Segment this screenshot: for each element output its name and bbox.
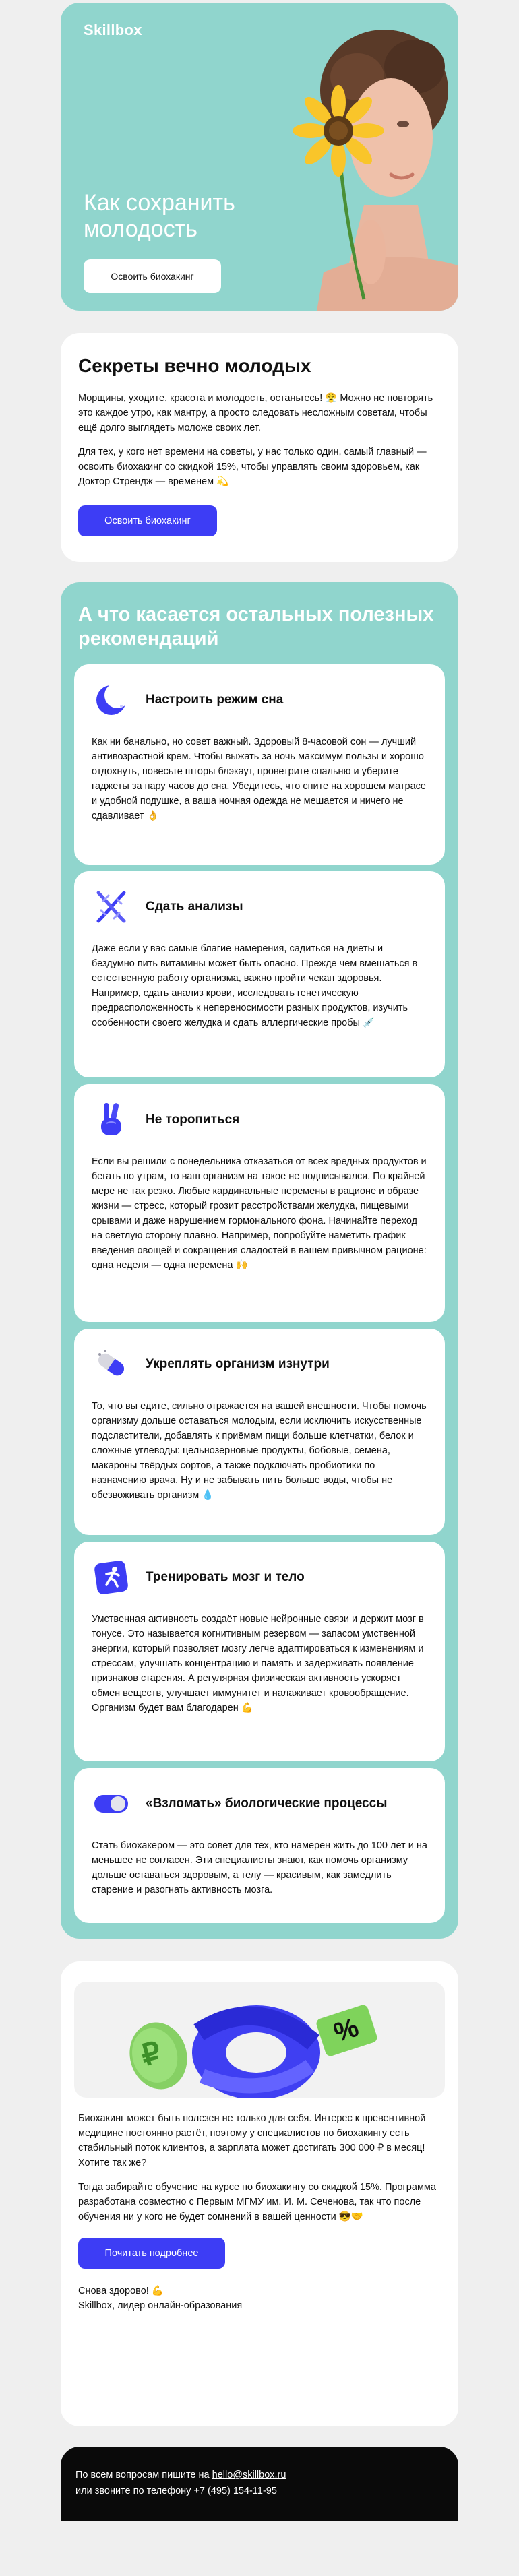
hero-portrait-image [256, 3, 458, 311]
footer-email-link[interactable]: hello@skillbox.ru [212, 2470, 286, 2480]
tip-text: Умственная активность создаёт новые нейронные связи и держит мозг в тонусе. Это называется когнитивным резервом — запасом умственной энергии, который позволяет мозгу легче адаптироваться к изменениям и стрессам, улучшать концентрацию и память и задерживать появление признаков старения. А регулярная физическая активность ускоряет обмен веществ, улучшает иммунитет и налаживает кровообращение. Организм будет вам благодарен 💪 [92, 1614, 424, 1714]
tip-text: Стать биохакером — это совет для тех, кто намерен жить до 100 лет и на меньшее не согласен. Эти специалисты знают, как помочь организму дольше оставаться здоровым, а телу — красивым, как замедлить старение и разогнать активность мозга. [92, 1840, 427, 1895]
tip-card-slow [74, 1084, 445, 1322]
tip-card-sleep [74, 664, 445, 865]
secrets-paragraph-2: Для тех, у кого нет времени на советы, у нас только один, самый главный — освоить биохакинг со скидкой 15%, чтобы управлять своим здоровьем, как Доктор Стрендж — временем 💫 [78, 447, 427, 487]
final-paragraph-2: Тогда забирайте обучение на курсе по биохакингу со скидкой 15%. Программа разработана совместно с Первым МГМУ им. И. М. Сеченова, так что после обучения ни у кого не будет сомнений в вашей ценности 😎🤝 [78, 2182, 436, 2222]
signature-line-1: Снова здорово! 💪 [78, 2286, 164, 2296]
tip-text: Как ни банально, но совет важный. Здоровый 8-часовой сон — лучший антивозрастной крем. Чтобы выжать за ночь максимум пользы и хорошо отдохнуть, повесьте шторы блэкаут, проветрите спальню и уберите гаджеты за пару часов до сна. Убедитесь, что спите на хорошем матрасе и удобной подушке, а ваша ночная одежда не мешается и ничего не сдавливает 👌 [92, 736, 426, 821]
tip-title: Настроить режим сна [146, 693, 284, 707]
hero-title: Как сохранить молодость [84, 190, 235, 242]
secrets-cta-button[interactable]: Освоить биохакинг [78, 505, 217, 536]
secrets-card [61, 333, 458, 562]
tip-title: Тренировать мозг и тело [146, 1570, 305, 1584]
footer-prefix: По всем вопросам пишите на [75, 2470, 212, 2480]
tip-title: Укреплять организм изнутри [146, 1357, 330, 1371]
tip-title: Сдать анализы [146, 900, 243, 914]
final-paragraph-1: Биохакинг может быть полезен не только для себя. Интерес к превентивной медицине постоянно растёт, поэтому у специалистов по биохакингу есть стабильный поток клиентов, а зарплата может достигать 300 000 ₽ в месяц! Хотите так же? [78, 2113, 426, 2168]
tips-section-title: А что касается остальных полезных рекомендаций [78, 604, 434, 650]
biohacking-illustration [74, 1982, 445, 2098]
signature-line-2: Skillbox, лидер онлайн-образования [78, 2300, 243, 2311]
tip-card-nutrition [74, 1329, 445, 1535]
footer [61, 2447, 458, 2521]
tip-card-training [74, 1542, 445, 1761]
percent-symbol: % [330, 2012, 363, 2048]
secrets-title: Секреты вечно молодых [78, 355, 311, 376]
secrets-paragraph-1: Морщины, уходите, красота и молодость, останьтесь! 😤 Можно не повторять это каждое утро, как мантру, а просто следовать несложным советам, чтобы ещё долго выглядеть моложе своих лет. [78, 393, 433, 433]
skillbox-logo[interactable]: Skillbox [84, 22, 142, 38]
footer-contact-line-1 [75, 2467, 444, 2483]
ruble-symbol: ₽ [138, 2036, 164, 2073]
tip-text: То, что вы едите, сильно отражается на вашей внешности. Чтобы помочь организму дольше оставаться молодым, если исключить искусственные подсластители, добавлять к приёмам пищи больше клетчатки, белок и сложные углеводы: цельнозерновые продукты, бобовые, семена, макароны твёрдых сортов, а также подключать пробиотики по назначению врача. Ну и не забывать пить больше воды, чтобы не обезвоживать организм 💧 [92, 1401, 427, 1501]
tip-text: Даже если у вас самые благие намерения, садиться на диеты и бездумно пить витамины может быть опасно. Прежде чем вмешаться в естественную работу организма, важно пройти чекап здоровья. Например, сдать анализ крови, исследовать генетическую предрасположенность к непереносимости разных продуктов, изучить особенности своего желудка и сдать аллергические пробы 💉 [92, 943, 418, 1028]
tip-title: «Взломать» биологические процессы [146, 1796, 388, 1811]
footer-phone-line: или звоните по телефону +7 (495) 154-11-95 [75, 2486, 277, 2496]
capsule-icon [92, 1345, 131, 1384]
hero-cta-button[interactable]: Освоить биохакинг [84, 259, 221, 293]
tip-title: Не торопиться [146, 1112, 240, 1127]
peace-hand-icon [92, 1100, 131, 1139]
final-card [61, 1961, 458, 2426]
tip-card-analyses [74, 871, 445, 1077]
moon-icon [92, 681, 131, 720]
final-cta-button[interactable]: Почитать подробнее [78, 2238, 225, 2269]
tip-card-biohacking [74, 1768, 445, 1923]
hero-banner [61, 3, 458, 311]
toggle-icon [92, 1784, 131, 1823]
dna-icon [92, 887, 131, 926]
final-illustration [74, 1982, 445, 2098]
tip-text: Если вы решили с понедельника отказаться от всех вредных продуктов и бегать по утрам, то ваш организм на такое не подписывался. По крайней мере не так резко. Любые кардинальные перемены в рационе и образе жизни — стресс, который грозит расстройствами желудка, пищевыми срывами и даже нарушением гормонального фона. Начинайте переход на светлую сторону плавно. Например, попробуйте наметить график введения овощей и сокращения сладостей в вашем привычном рационе: одна неделя — одна перемена 🙌 [92, 1156, 427, 1271]
tips-section [61, 582, 458, 1939]
runner-icon [92, 1558, 131, 1597]
email-container [61, 3, 458, 2521]
